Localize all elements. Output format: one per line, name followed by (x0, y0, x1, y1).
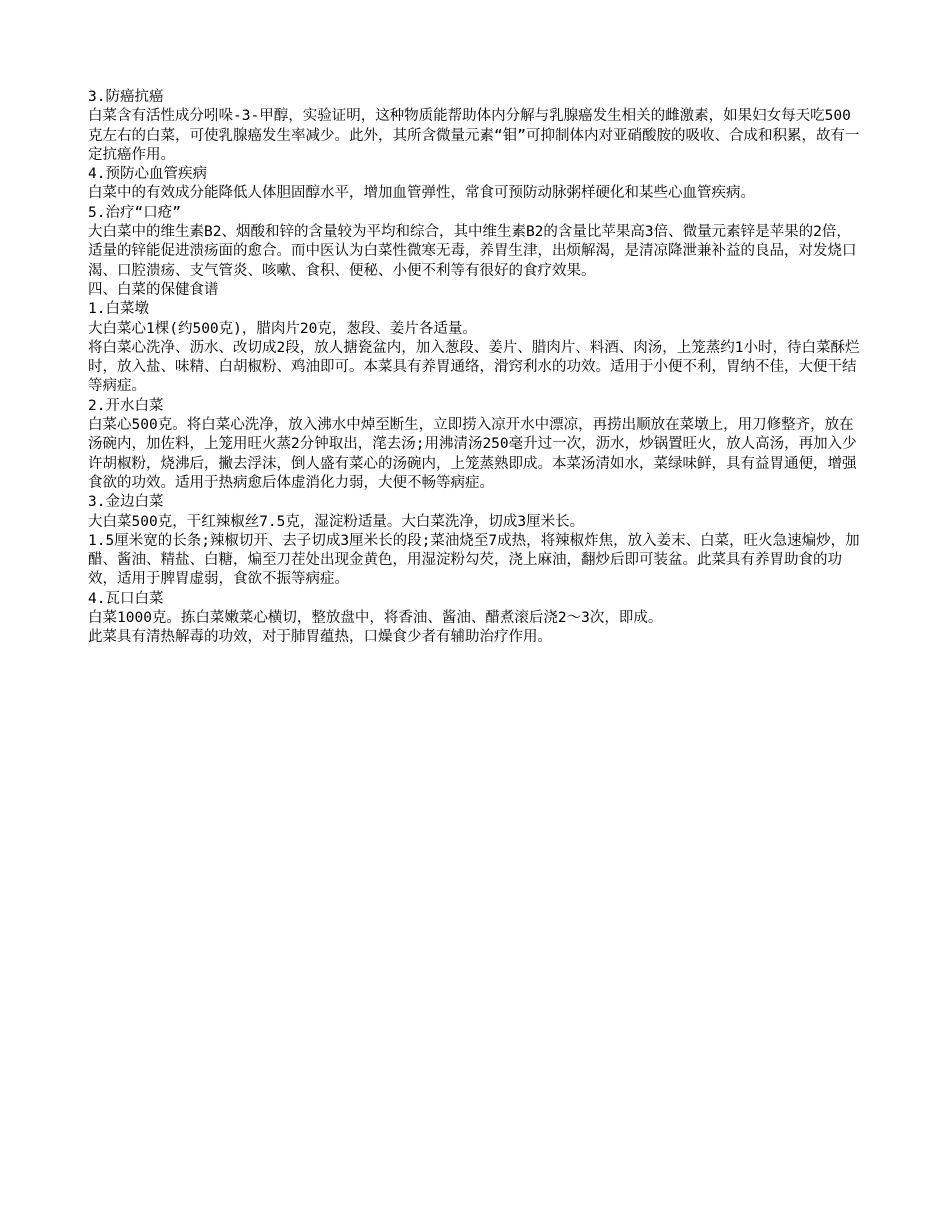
recipe-method-kaishui-baicai: 白菜心500克。将白菜心洗净，放入沸水中焯至断生，立即捞入凉开水中漂凉，再捞出顺放在菜墩上，用刀修整齐，放在汤碗内，加佐料，上笼用旺火蒸2分钟取出，滗去汤;用沸清汤250毫升过一次，沥水，炒锅置旺火，放人高汤，再加入少许胡椒粉，烧沸后，撇去浮沫，倒人盛有菜心的汤碗内，上笼蒸熟即成。本菜汤清如水，菜绿味鲜，具有益胃通便，增强食欲的功效。适用于热病愈后体虚消化力弱，大便不畅等病症。 (88, 417, 857, 491)
paragraph-mouth-ulcer: 大白菜中的维生素B2、烟酸和锌的含量较为平均和综合，其中维生素B2的含量比苹果高3倍、微量元素锌是苹果的2倍，适量的锌能促进溃疡面的愈合。而中医认为白菜性微寒无毒，养胃生津，出烦解渴，是清凉降泄兼补益的良品，对发烧口渴、口腔溃疡、支气管炎、咳嗽、食积、便秘、小便不利等有很好的食疗效果。 (88, 224, 857, 279)
recipe-method-wakou-baicai: 白菜1000克。拣白菜嫩菜心横切，整放盘中，将香油、酱油、醋煮滚后浇2～3次，即成。 (88, 610, 663, 627)
recipe-ingredients-jinbian-baicai: 大白菜500克，干红辣椒丝7.5克，湿淀粉适量。大白菜洗净，切成3厘米长。 (88, 513, 585, 530)
recipe-ingredients-baicai-dun: 大白菜心1棵(约500克)，腊肉片20克，葱段、姜片各适量。 (88, 320, 477, 337)
section-heading-mouth-ulcer: 5.治疗“口疮” (88, 204, 181, 221)
recipe-method-jinbian-baicai: 1.5厘米宽的长条;辣椒切开、去子切成3厘米长的段;菜油烧至7成热，将辣椒炸焦，放入姜末、白菜，旺火急速煸炒，加醋、酱油、精盐、白糖，煸至刀茬处出现金黄色，用湿淀粉勾芡，浇上麻油，翻炒后即可装盆。此菜具有养胃助食的功效，适用于脾胃虚弱，食欲不振等病症。 (88, 532, 860, 588)
paragraph-anticancer: 白菜含有活性成分吲哚-3-甲醇，实验证明，这种物质能帮助体内分解与乳腺癌发生相关的雌激素，如果妇女每天吃500克左右的白菜，可使乳腺癌发生率减少。此外，其所含微量元素“钼”可抑制体内对亚硝酸胺的吸收、合成和积累，故有一定抗癌作用。 (88, 108, 860, 163)
recipe-effect-wakou-baicai: 此菜具有清热解毒的功效，对于肺胃蕴热，口燥食少者有辅助治疗作用。 (88, 629, 552, 646)
section-heading-cardiovascular: 4.预防心血管疾病 (88, 166, 207, 183)
section-heading-anticancer: 3.防癌抗癌 (88, 89, 164, 105)
document-body (88, 88, 862, 648)
recipe-title-jinbian-baicai: 3.金边白菜 (88, 494, 164, 511)
chapter-heading-recipes: 四、白菜的保健食谱 (88, 281, 219, 298)
recipe-title-kaishui-baicai: 2.开水白菜 (88, 397, 164, 414)
recipe-method-baicai-dun: 将白菜心洗净、沥水、改切成2段，放人搪瓷盆内，加入葱段、姜片、腊肉片、料酒、肉汤，上笼蒸约1小时，待白菜酥烂时，放入盐、味精、白胡椒粉、鸡油即可。本菜具有养胃通络，滑窍利水的功效。适用于小便不利，胃纳不佳，大便干结等病症。 (88, 339, 860, 395)
paragraph-cardiovascular: 白菜中的有效成分能降低人体胆固醇水平，增加血管弹性，常食可预防动脉粥样硬化和某些心血管疾病。 (88, 185, 755, 202)
recipe-title-baicai-dun: 1.白菜墩 (88, 301, 149, 318)
recipe-title-wakou-baicai: 4.瓦口白菜 (88, 590, 164, 607)
